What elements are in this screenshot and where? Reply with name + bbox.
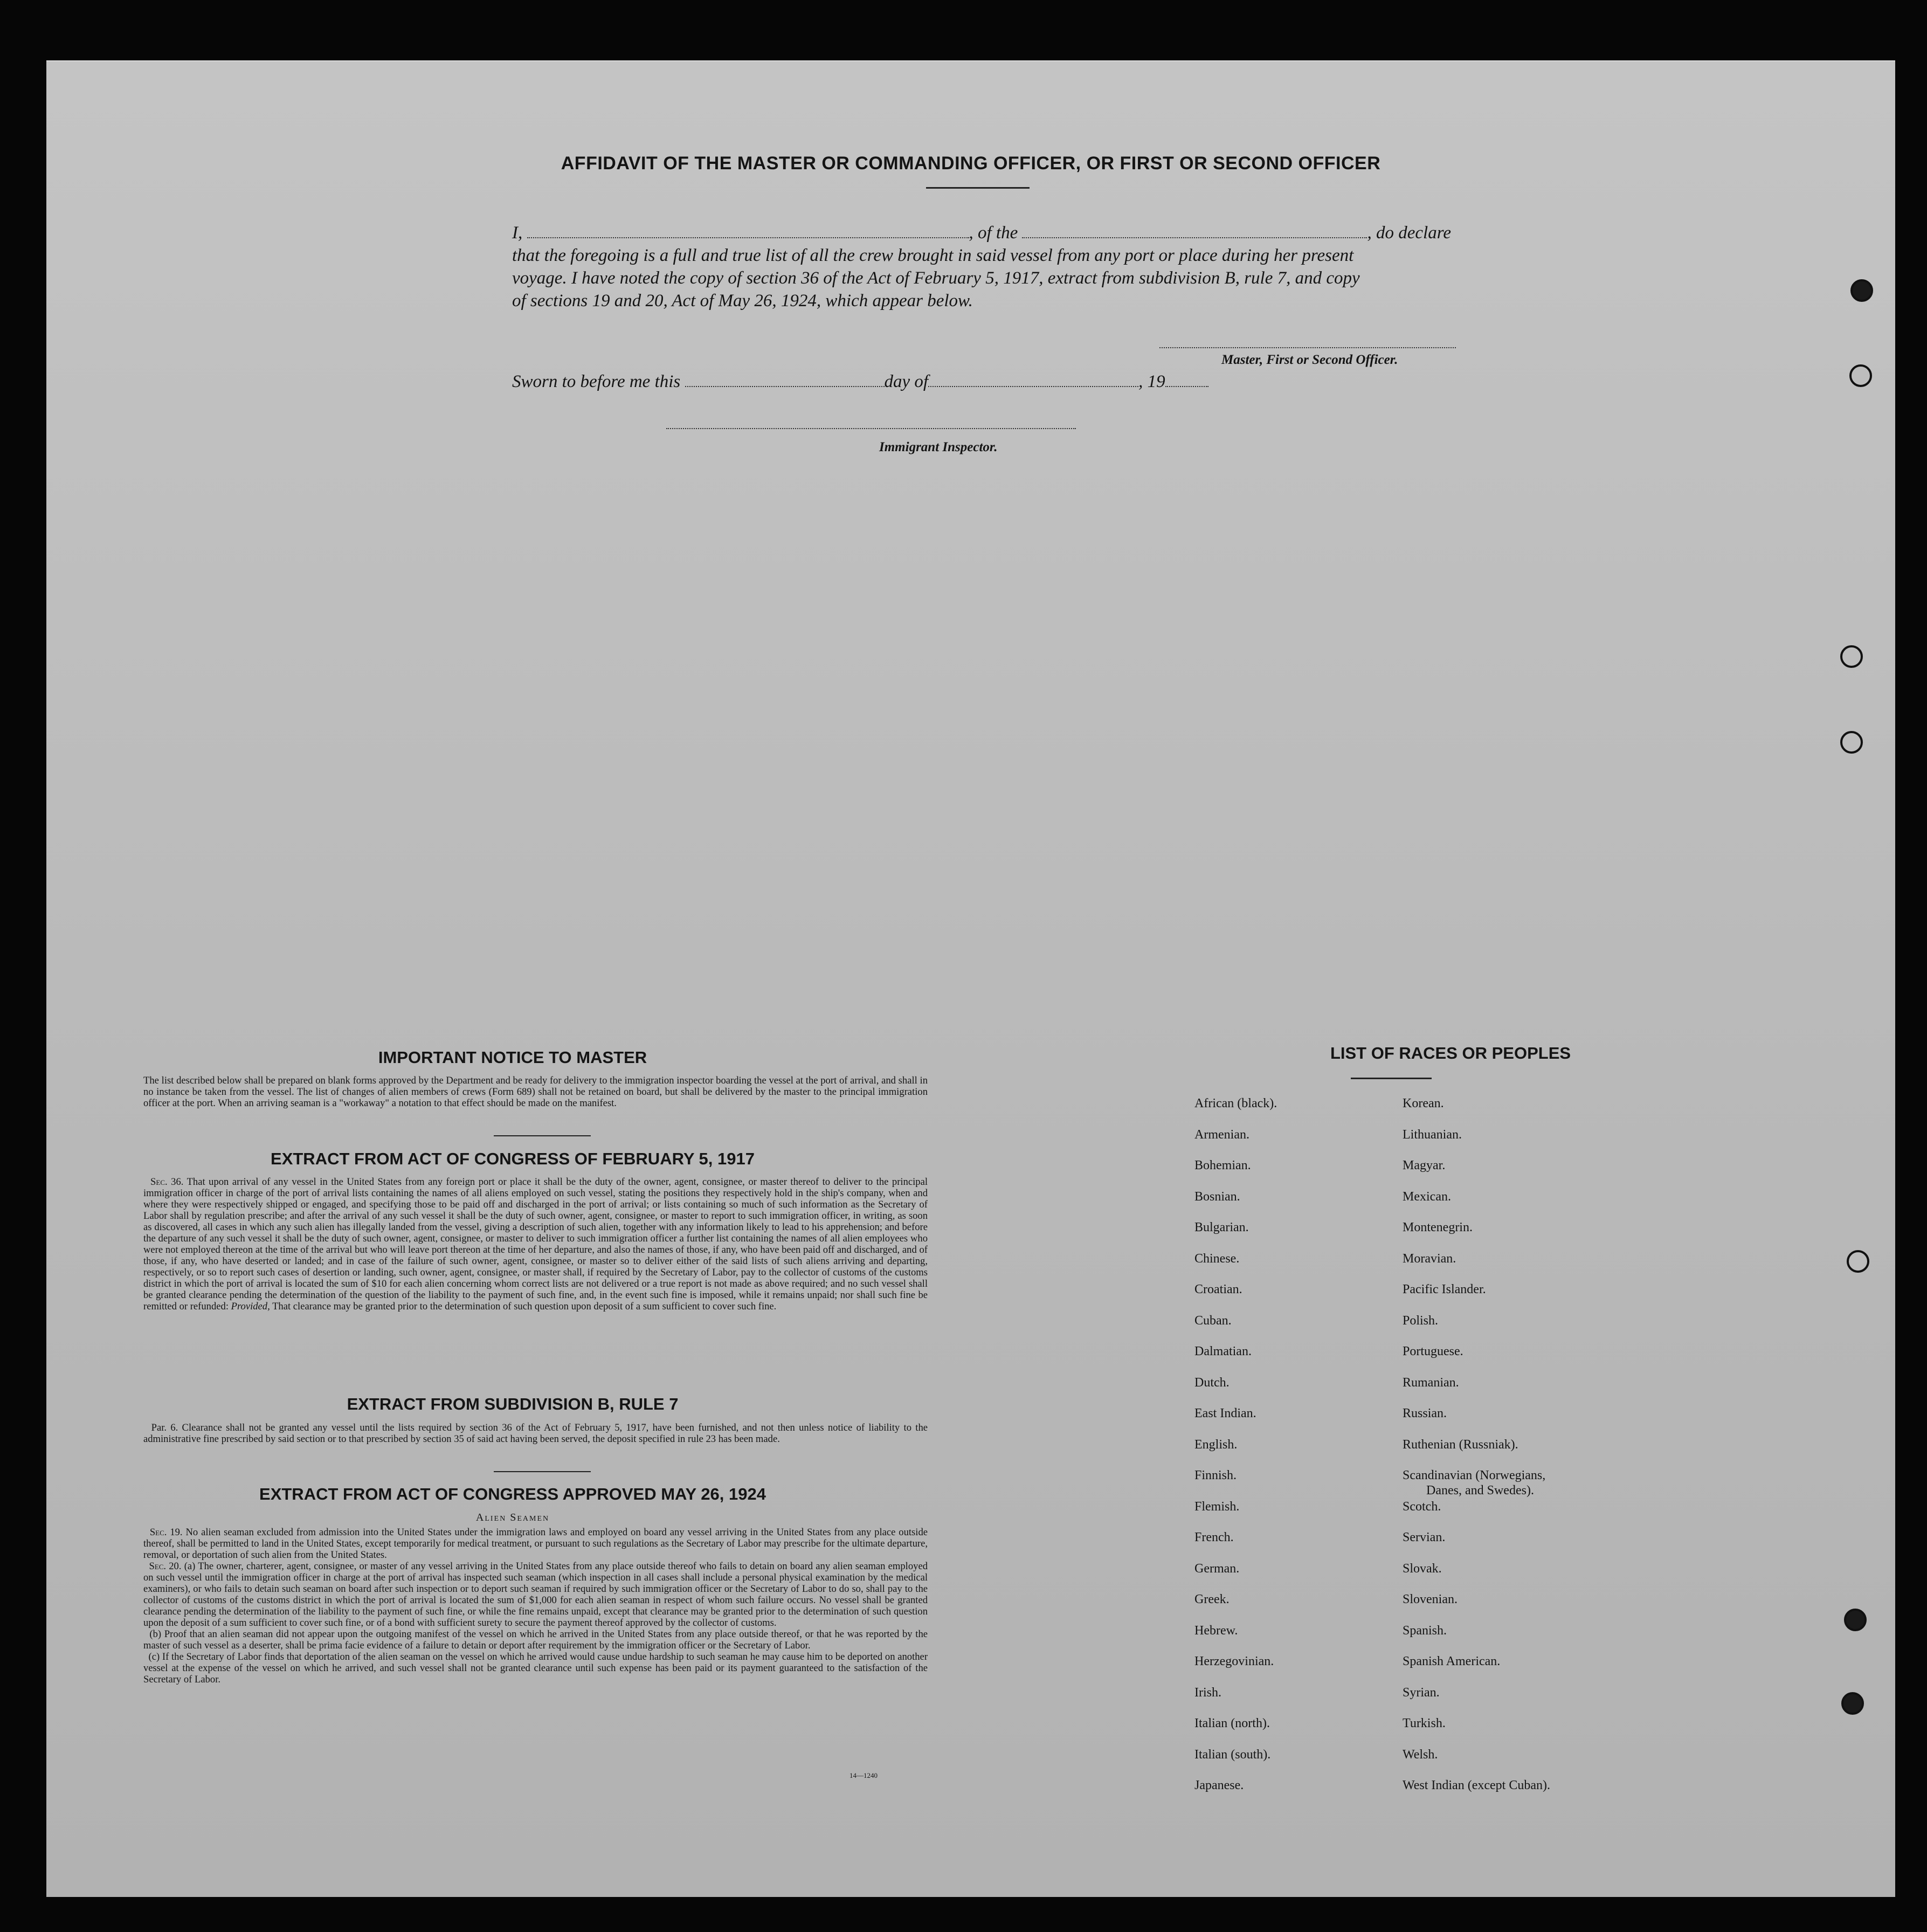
extract1-title: EXTRACT FROM ACT OF CONGRESS OF FEBRUARY 5, 1917 <box>271 1149 755 1168</box>
extract2-text <box>143 1422 928 1445</box>
year-label: , 19 <box>1138 372 1165 391</box>
punch-hole <box>1847 1250 1869 1273</box>
races-scandinavian-cont: Danes, and Swedes). <box>1426 1484 1534 1498</box>
race-item: Flemish. <box>1194 1499 1240 1514</box>
race-item: Armenian. <box>1194 1127 1249 1142</box>
races-divider <box>1351 1078 1432 1079</box>
race-item: Servian. <box>1403 1530 1446 1544</box>
race-item: African (black). <box>1194 1096 1277 1110</box>
sec20-body: (a) The owner, charterer, agent, consignee, or master of any vessel arriving in the United States from any place outside thereof who fails to detain on board any alien seaman employed on such vessel until the immigration officer in charge at the port of arrival has inspected such seaman (which inspection in all cases shall include a personal physical examination by the medical examiners), or who fails to detain such seaman on board after such inspection or to deport such seaman if required by such immigration officer or the Secretary of Labor to do so, shall pay to the collector of customs of the customs district in which the port of arrival is located the sum of $1,000 for each alien seaman in respect of whom such failure occurs. No vessel shall be granted clearance pending the determination of the liability to the payment of such fine, or while the fine remains unpaid, except that clearance may be granted prior to the determination of such question upon the deposit of a sum sufficient to cover such fine, or of a bond with sufficient surety to secure the payment thereof approved by the collector of customs. <box>143 1561 928 1629</box>
vessel-label: , of the <box>969 223 1018 243</box>
extract3-subtitle: Alien Seamen <box>475 1512 550 1523</box>
day-of-label: day of <box>884 372 929 391</box>
race-item: Pacific Islander. <box>1403 1282 1486 1296</box>
race-item: Montenegrin. <box>1403 1220 1473 1234</box>
race-item: Finnish. <box>1194 1468 1237 1482</box>
race-item: Dalmatian. <box>1194 1344 1252 1358</box>
affidavit-title: AFFIDAVIT OF THE MASTER OR COMMANDING OFFICER, OR FIRST OR SECOND OFFICER <box>561 153 1381 174</box>
sec20-c: (c) If the Secretary of Labor finds that deportation of the alien seaman on the vessel on which he arrived would cause undue hardship to such seaman he may cause him to be deported on another vessel at the expense of the vessel on which he arrived, and such vessel shall not be granted clearance until such expense has been paid or its payment guaranteed to the satisfaction of the Secretary of Labor. <box>143 1651 928 1685</box>
race-item: Greek. <box>1194 1592 1230 1606</box>
race-item: East Indian. <box>1194 1406 1256 1420</box>
sworn-month-field[interactable] <box>928 374 1138 387</box>
race-item: Korean. <box>1403 1096 1444 1110</box>
extract1-text <box>143 1176 928 1312</box>
race-item: Lithuanian. <box>1403 1127 1462 1142</box>
vessel-name-field[interactable] <box>1022 225 1367 238</box>
form-number: 14—1240 <box>849 1771 878 1779</box>
race-item: Bohemian. <box>1194 1158 1251 1172</box>
punch-hole <box>1849 364 1872 387</box>
affidavit-line-1 <box>512 222 1536 244</box>
race-item: Russian. <box>1403 1406 1447 1420</box>
document-sheet <box>46 60 1895 1897</box>
affidavit-line-3: voyage. I have noted the copy of section 36 of the Act of February 5, 1917, extract from subdivision B, rule 7, and copy <box>512 268 1360 288</box>
race-item: Cuban. <box>1194 1313 1232 1328</box>
sworn-label: Sworn to before me this <box>512 372 681 391</box>
punch-hole <box>1841 1692 1864 1715</box>
sworn-year-field[interactable] <box>1165 374 1208 387</box>
extract2-body: Par. 6. Clearance shall not be granted any vessel until the lists required by section 36 of the Act of February 5, 1917, have been furnished, and not then unless notice of liability to the administrative fine prescribed by said section or to that prescribed by section 35 of said act having been served, the deposit specified in rule 23 has been made. <box>143 1422 928 1445</box>
race-item: Scotch. <box>1403 1499 1441 1514</box>
extract1-body: That upon arrival of any vessel in the United States from any foreign port or place it shall be the duty of the owner, agent, consignee, or master thereof to deliver to the principal immigration officer in charge of the port of arrival lists containing the names of all aliens employed on such vessel, stating the positions they respectively hold in the ship's company, when and where they were respectively shipped or engaged, and specifying those to be paid off and discharged in the port of arrival; or lists containing so much of such information as the Secretary of Labor shall by regulation prescribe; and after the arrival of any such vessel it shall be the duty of such owner, agent, consignee, or master to report to such immigration officer, in writing, as soon as discovered, all cases in which any such alien has illegally landed from the vessel, giving a description of such alien, together with any information likely to lead to his apprehension; and before the departure of any such vessel it shall be the duty of such owner, agent, consignee, or master to deliver to such immigration officer a further list containing the names of all alien employees who were not employed thereon at the time of the arrival but who will leave port thereon at the time of her departure, and also the names of those, if any, who have been paid off and discharged, and of those, if any, who have deserted or landed; and in case of the failure of such owner, agent, consignee, or master so to deliver either of the said lists of such aliens arriving and departing, respectively, or so to report such cases of desertion or landing, such owner, agent, consignee, or master shall, if required by the Secretary of Labor, pay to the collector of customs of the customs district in which the port of arrival is located the sum of $10 for each alien concerning whom correct lists are not delivered or a true report is not made as above required; and no such vessel shall be granted clearance pending the determination of the question of the liability to the payment of such fine, and, in the event such fine is imposed, while it remains unpaid; nor shall such fine be remitted or refunded: <box>143 1176 928 1312</box>
race-item: Spanish. <box>1403 1623 1447 1638</box>
sworn-line <box>512 371 1536 392</box>
sec19-label: Sec. 19. <box>149 1527 183 1538</box>
extract1-sec: Sec. 36. <box>150 1176 184 1188</box>
race-item: Bulgarian. <box>1194 1220 1249 1234</box>
race-item: English. <box>1194 1437 1238 1452</box>
punch-hole <box>1850 279 1873 302</box>
punch-hole <box>1844 1609 1867 1631</box>
race-item: Italian (south). <box>1194 1747 1271 1762</box>
inspector-caption: Immigrant Inspector. <box>879 440 998 454</box>
extract3-text <box>143 1527 928 1685</box>
race-item: Hebrew. <box>1194 1623 1238 1638</box>
declarant-name-field[interactable] <box>527 225 969 238</box>
race-item: Croatian. <box>1194 1282 1242 1296</box>
race-item: Portuguese. <box>1403 1344 1463 1358</box>
extract1-provided: Provided, <box>231 1301 270 1312</box>
race-item: Japanese. <box>1194 1778 1244 1792</box>
race-item: Slovenian. <box>1403 1592 1458 1606</box>
race-item: Slovak. <box>1403 1561 1442 1576</box>
race-item: Ruthenian (Russniak). <box>1403 1437 1518 1452</box>
race-item: Mexican. <box>1403 1189 1451 1204</box>
extract3-title: EXTRACT FROM ACT OF CONGRESS APPROVED MAY 26, 1924 <box>259 1485 766 1503</box>
sec20-label: Sec. 20. <box>149 1561 182 1572</box>
race-item: Dutch. <box>1194 1375 1230 1390</box>
race-item: Irish. <box>1194 1685 1221 1700</box>
master-signature-line[interactable] <box>1159 347 1456 348</box>
race-item: Italian (north). <box>1194 1716 1270 1730</box>
race-item: Bosnian. <box>1194 1189 1240 1204</box>
race-item: Welsh. <box>1403 1747 1438 1762</box>
race-item: Polish. <box>1403 1313 1439 1328</box>
race-item: West Indian (except Cuban). <box>1403 1778 1550 1792</box>
extract2-divider <box>494 1471 591 1472</box>
title-divider <box>926 187 1030 189</box>
punch-hole <box>1840 645 1863 668</box>
race-item: Syrian. <box>1403 1685 1440 1700</box>
extract1-body-end: That clearance may be granted prior to the determination of such question upon deposit of a sum sufficient to cover such fine. <box>272 1301 777 1312</box>
declarant-label: I, <box>512 223 523 243</box>
declare-label: , do declare <box>1367 223 1451 243</box>
affidavit-line-2: that the foregoing is a full and true list of all the crew brought in said vessel from any port or place during her present <box>512 246 1354 265</box>
races-title: LIST OF RACES OR PEOPLES <box>1330 1044 1571 1062</box>
race-item: Rumanian. <box>1403 1375 1459 1390</box>
notice-text: The list described below shall be prepared on blank forms approved by the Department and be ready for delivery to the immigration inspector boarding the vessel at the port of arrival, and shall in no instance be taken from the vessel. The list of changes of alien members of crews (Form 689) shall not be retained on board, but shall be delivered by the master to the principal immigration officer at the port. When an arriving seaman is a "workaway" a notation to that effect should be made on the manifest. <box>143 1075 928 1109</box>
sec19-body: No alien seaman excluded from admission into the United States under the immigration laws and employed on board any vessel arriving in the United States from any place outside thereof, shall be permitted to land in the United States, except temporarily for medical treatment, or pursuant to such regulations as the Secretary of Labor may prescribe for the ultimate departure, removal, or deportation of such alien from the United States. <box>143 1527 928 1561</box>
race-item: Magyar. <box>1403 1158 1446 1172</box>
race-item: German. <box>1194 1561 1240 1576</box>
sec20-b: (b) Proof that an alien seaman did not appear upon the outgoing manifest of the vessel on which he arrived in the United States from any place outside thereof, or that he was reported by the master of such vessel as a deserter, shall be prima facie evidence of a failure to detain or deport after requirement by the immigration officer or the Secretary of Labor. <box>143 1629 928 1651</box>
notice-title: IMPORTANT NOTICE TO MASTER <box>378 1048 647 1067</box>
race-item: French. <box>1194 1530 1234 1544</box>
race-item: Turkish. <box>1403 1716 1446 1730</box>
sworn-day-field[interactable] <box>685 374 885 387</box>
extract2-title: EXTRACT FROM SUBDIVISION B, RULE 7 <box>347 1395 679 1413</box>
race-item: Scandinavian (Norwegians, <box>1403 1468 1546 1482</box>
race-item: Herzegovinian. <box>1194 1654 1274 1668</box>
notice-divider <box>494 1135 591 1136</box>
race-item: Spanish American. <box>1403 1654 1501 1668</box>
race-item: Chinese. <box>1194 1251 1240 1266</box>
race-item: Moravian. <box>1403 1251 1456 1266</box>
master-caption: Master, First or Second Officer. <box>1221 353 1398 367</box>
affidavit-line-4: of sections 19 and 20, Act of May 26, 1924, which appear below. <box>512 291 973 310</box>
inspector-signature-line[interactable] <box>666 428 1076 429</box>
punch-hole <box>1840 731 1863 754</box>
